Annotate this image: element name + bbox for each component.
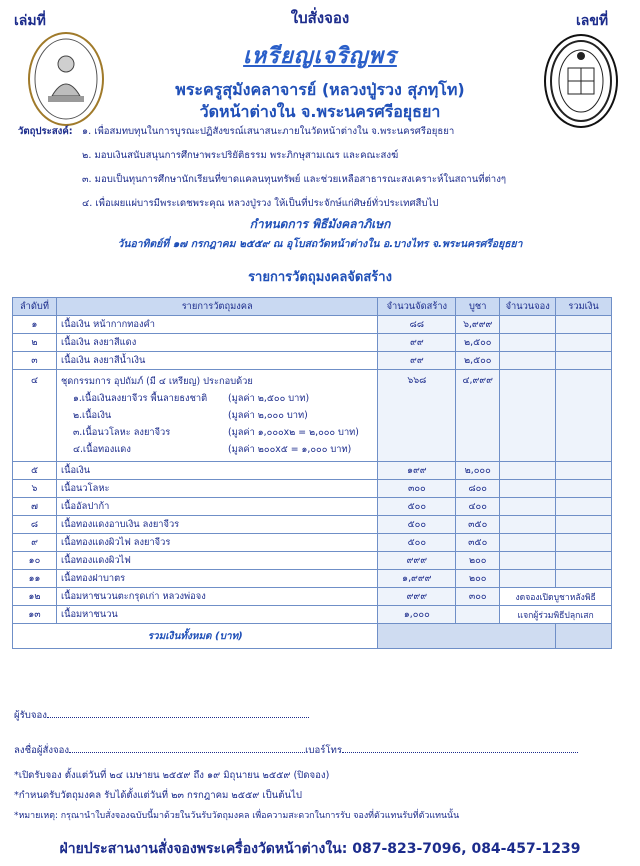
table-row	[13, 516, 612, 534]
objectives-label: วัตถุประสงค์:	[18, 126, 73, 137]
row-no: ๗	[13, 498, 57, 516]
receiver-field[interactable]	[14, 708, 309, 723]
row-price: ๔,๙๙๙	[456, 370, 500, 462]
row-qty: ๕๐๐	[378, 534, 456, 552]
row-price: ๖,๙๙๙	[456, 316, 500, 334]
contact-line: ฝ่ายประสานงานสั่งจองพระเครื่องวัดหน้าต่างใน: 087-823-7096, 084-457-1239	[59, 841, 581, 857]
grand-total-input[interactable]	[556, 624, 612, 649]
row-item: เนื้อทองแดงผิวไฟ	[56, 552, 377, 570]
items-table	[12, 297, 612, 649]
row-price: ๓๕๐	[456, 516, 500, 534]
row-note: งดจองเปิดบูชาหลังพิธี	[500, 588, 612, 606]
row-item: เนื้อทองฝาบาตร	[56, 570, 377, 588]
ceremony-title: กำหนดการ พิธีมังคลาภิเษก	[249, 217, 391, 231]
col-header-qty: จำนวนจัดสร้าง	[378, 298, 456, 316]
col-header-no: ลำดับที่	[13, 298, 57, 316]
table-row	[13, 588, 612, 606]
row-reserve-input[interactable]	[500, 370, 556, 462]
col-header-total: รวมเงิน	[556, 298, 612, 316]
row-reserve-input[interactable]	[500, 480, 556, 498]
row-total-input[interactable]	[556, 552, 612, 570]
row-reserve-input[interactable]	[500, 498, 556, 516]
row-price: ๘๐๐	[456, 480, 500, 498]
row-no: ๔	[13, 370, 57, 462]
row-qty: ๕๐๐	[378, 498, 456, 516]
row-no: ๘	[13, 516, 57, 534]
note-2: *กำหนดรับวัตถุมงคล รับได้ตั้งแต่วันที่ ๒๓ กรกฎาคม ๒๕๕๙ เป็นต้นไป	[14, 790, 302, 801]
row-no: ๑๓	[13, 606, 57, 624]
table-row	[13, 334, 612, 352]
row-price: ๒๐๐	[456, 552, 500, 570]
book-number-label: เล่มที่	[14, 13, 46, 29]
document-number-label: เลขที่	[576, 13, 609, 29]
monk-seated-icon	[30, 34, 102, 124]
table-row	[13, 316, 612, 334]
signer-field[interactable]	[14, 743, 578, 758]
row-item: เนื้อมหาชนวนตะกรุดเก่า หลวงพ่อจง	[56, 588, 377, 606]
objective-1: ๑. เพื่อสมทบทุนในการบูรณะปฏิสังขรณ์เสนาสนะภายในวัดหน้าต่างใน จ.พระนครศรีอยุธยา	[82, 126, 455, 137]
row-qty: ๖๖๘	[378, 370, 456, 462]
yantra-icon	[546, 36, 616, 126]
coin-back-image	[544, 34, 618, 128]
table-row	[13, 498, 612, 516]
row-qty: ๙๙	[378, 334, 456, 352]
col-header-price: บูชา	[456, 298, 500, 316]
row-note: แจกผู้ร่วมพิธีปลุกเสก	[500, 606, 612, 624]
row-no: ๕	[13, 462, 57, 480]
row-item: เนื้อทองแดงผิวไฟ ลงยาจีวร	[56, 534, 377, 552]
row-reserve-input[interactable]	[500, 516, 556, 534]
row-item: เนื้อเงิน ลงยาสีน้ำเงิน	[56, 352, 377, 370]
set-part: ๒.เนื้อเงิน (มูลค่า ๒,๐๐๐ บาท)	[72, 410, 308, 421]
table-row	[13, 480, 612, 498]
table-row	[13, 352, 612, 370]
ceremony-date: วันอาทิตย์ที่ ๑๗ กรกฎาคม ๒๕๕๙ ณ อุโบสถวัดหน้าต่างใน อ.บางไทร จ.พระนครศรีอยุธยา	[117, 238, 523, 250]
row-total-input[interactable]	[556, 316, 612, 334]
monk-name: พระครูสุมังคลาจารย์ (หลวงปู่รวง สุภทฺโท)	[175, 80, 465, 99]
row-qty: ๙๙	[378, 352, 456, 370]
row-item: เนื้ออัลปาก้า	[56, 498, 377, 516]
phone-line[interactable]	[342, 752, 578, 753]
row-qty: ๙๙๙	[378, 552, 456, 570]
row-reserve-input[interactable]	[500, 570, 556, 588]
row-no: ๒	[13, 334, 57, 352]
phone-label: เบอร์โทร	[305, 745, 342, 756]
temple-name: วัดหน้าต่างใน จ.พระนครศรีอยุธยา	[199, 102, 441, 121]
banner-title: เหรียญเจริญพร	[243, 44, 397, 69]
objective-4: ๔. เพื่อเผยแผ่บารมีพระเดชพระคุณ หลวงปู่รวง ให้เป็นที่ประจักษ์แก่ศิษย์ทั่วประเทศสืบไป	[82, 198, 439, 209]
row-price	[456, 606, 500, 624]
table-row	[13, 534, 612, 552]
set-part: ๓.เนื้อนวโลหะ ลงยาจีวร (มูลค่า ๑,๐๐๐x๒ = ๒,๐๐๐ บาท)	[72, 427, 359, 438]
row-total-input[interactable]	[556, 570, 612, 588]
row-no: ๙	[13, 534, 57, 552]
table-row	[13, 462, 612, 480]
total-label: รวมเงินทั้งหมด (บาท)	[13, 624, 378, 649]
row-total-input[interactable]	[556, 370, 612, 462]
row-reserve-input[interactable]	[500, 352, 556, 370]
row-reserve-input[interactable]	[500, 316, 556, 334]
table-row	[13, 606, 612, 624]
objective-2: ๒. มอบเงินสนับสนุนการศึกษาพระปริยัติธรรม พระภิกษุสามเณร และคณะสงฆ์	[82, 150, 399, 161]
row-qty: ๕๐๐	[378, 516, 456, 534]
row-price: ๔๐๐	[456, 498, 500, 516]
row-total-input[interactable]	[556, 334, 612, 352]
row-item: เนื้อนวโลหะ	[56, 480, 377, 498]
coin-front-image	[28, 32, 104, 126]
row-price: ๒๐๐	[456, 570, 500, 588]
row-no: ๑๑	[13, 570, 57, 588]
row-qty: ๑,๐๐๐	[378, 606, 456, 624]
table-row	[13, 570, 612, 588]
table-row-set	[13, 370, 612, 462]
col-header-reserve: จำนวนจอง	[500, 298, 556, 316]
table-heading: รายการวัตถุมงคลจัดสร้าง	[248, 270, 392, 285]
row-qty: ๓๐๐	[378, 480, 456, 498]
row-item: เนื้อเงิน หน้ากากทองคำ	[56, 316, 377, 334]
set-title: ชุดกรรมการ อุปถัมภ์ (มี ๔ เหรียญ) ประกอบด้วย	[60, 376, 253, 387]
table-row	[13, 552, 612, 570]
signer-line[interactable]	[69, 752, 305, 753]
row-item: เนื้อมหาชนวน	[56, 606, 377, 624]
row-total-input[interactable]	[556, 480, 612, 498]
receiver-line[interactable]	[47, 717, 309, 718]
row-total-input[interactable]	[556, 498, 612, 516]
row-reserve-input[interactable]	[500, 334, 556, 352]
receiver-label: ผู้รับจอง	[14, 710, 47, 721]
row-qty: ๑๙๙	[378, 462, 456, 480]
row-no: ๖	[13, 480, 57, 498]
row-total-input[interactable]	[556, 516, 612, 534]
row-price: ๓๕๐	[456, 534, 500, 552]
row-price: ๒,๕๐๐	[456, 352, 500, 370]
row-total-input[interactable]	[556, 352, 612, 370]
row-price: ๒,๐๐๐	[456, 462, 500, 480]
row-qty: ๘๘	[378, 316, 456, 334]
set-part: ๔.เนื้อทองแดง (มูลค่า ๒๐๐x๕ = ๑,๐๐๐ บาท)	[72, 444, 352, 455]
row-reserve-input[interactable]	[500, 534, 556, 552]
set-description	[56, 370, 377, 462]
total-spacer	[378, 624, 556, 649]
row-price: ๓๐๐	[456, 588, 500, 606]
row-reserve-input[interactable]	[500, 552, 556, 570]
row-qty: ๑,๙๙๙	[378, 570, 456, 588]
row-no: ๑๒	[13, 588, 57, 606]
objective-3: ๓. มอบเป็นทุนการศึกษานักเรียนที่ขาดแคลนทุนทรัพย์ และช่วยเหลือสาธารณะสงเคราะห์ในสถานที่ต่างๆ	[82, 174, 507, 185]
note-3: *หมายเหตุ: กรุณานำใบสั่งจองฉบับนี้มาด้วยในวันรับวัตถุมงคล เพื่อความสะดวกในการรับ จองที่ตัวแทนรับที่ตัวแทนนั้น	[14, 811, 460, 821]
row-no: ๑	[13, 316, 57, 334]
col-header-item: รายการวัตถุมงคล	[56, 298, 377, 316]
row-item: เนื้อทองแดงอาบเงิน ลงยาจีวร	[56, 516, 377, 534]
table-header-row	[13, 298, 612, 316]
set-part: ๑.เนื้อเงินลงยาจีวร พื้นลายธงชาติ (มูลค่า ๒,๕๐๐ บาท)	[72, 393, 310, 404]
row-price: ๒,๕๐๐	[456, 334, 500, 352]
row-total-input[interactable]	[556, 462, 612, 480]
row-item: เนื้อเงิน ลงยาสีแดง	[56, 334, 377, 352]
signer-label: ลงชื่อผู้สั่งจอง	[14, 745, 70, 756]
row-reserve-input[interactable]	[500, 462, 556, 480]
note-1: *เปิดรับจอง ตั้งแต่วันที่ ๒๔ เมษายน ๒๕๕๙ ถึง ๑๙ มิถุนายน ๒๕๕๙ (ปิดจอง)	[14, 770, 330, 781]
row-total-input[interactable]	[556, 534, 612, 552]
total-row	[13, 624, 612, 649]
page-title: ใบสั่งจอง	[290, 9, 350, 27]
row-item: เนื้อเงิน	[56, 462, 377, 480]
row-no: ๑๐	[13, 552, 57, 570]
row-qty: ๙๙๙	[378, 588, 456, 606]
row-no: ๓	[13, 352, 57, 370]
